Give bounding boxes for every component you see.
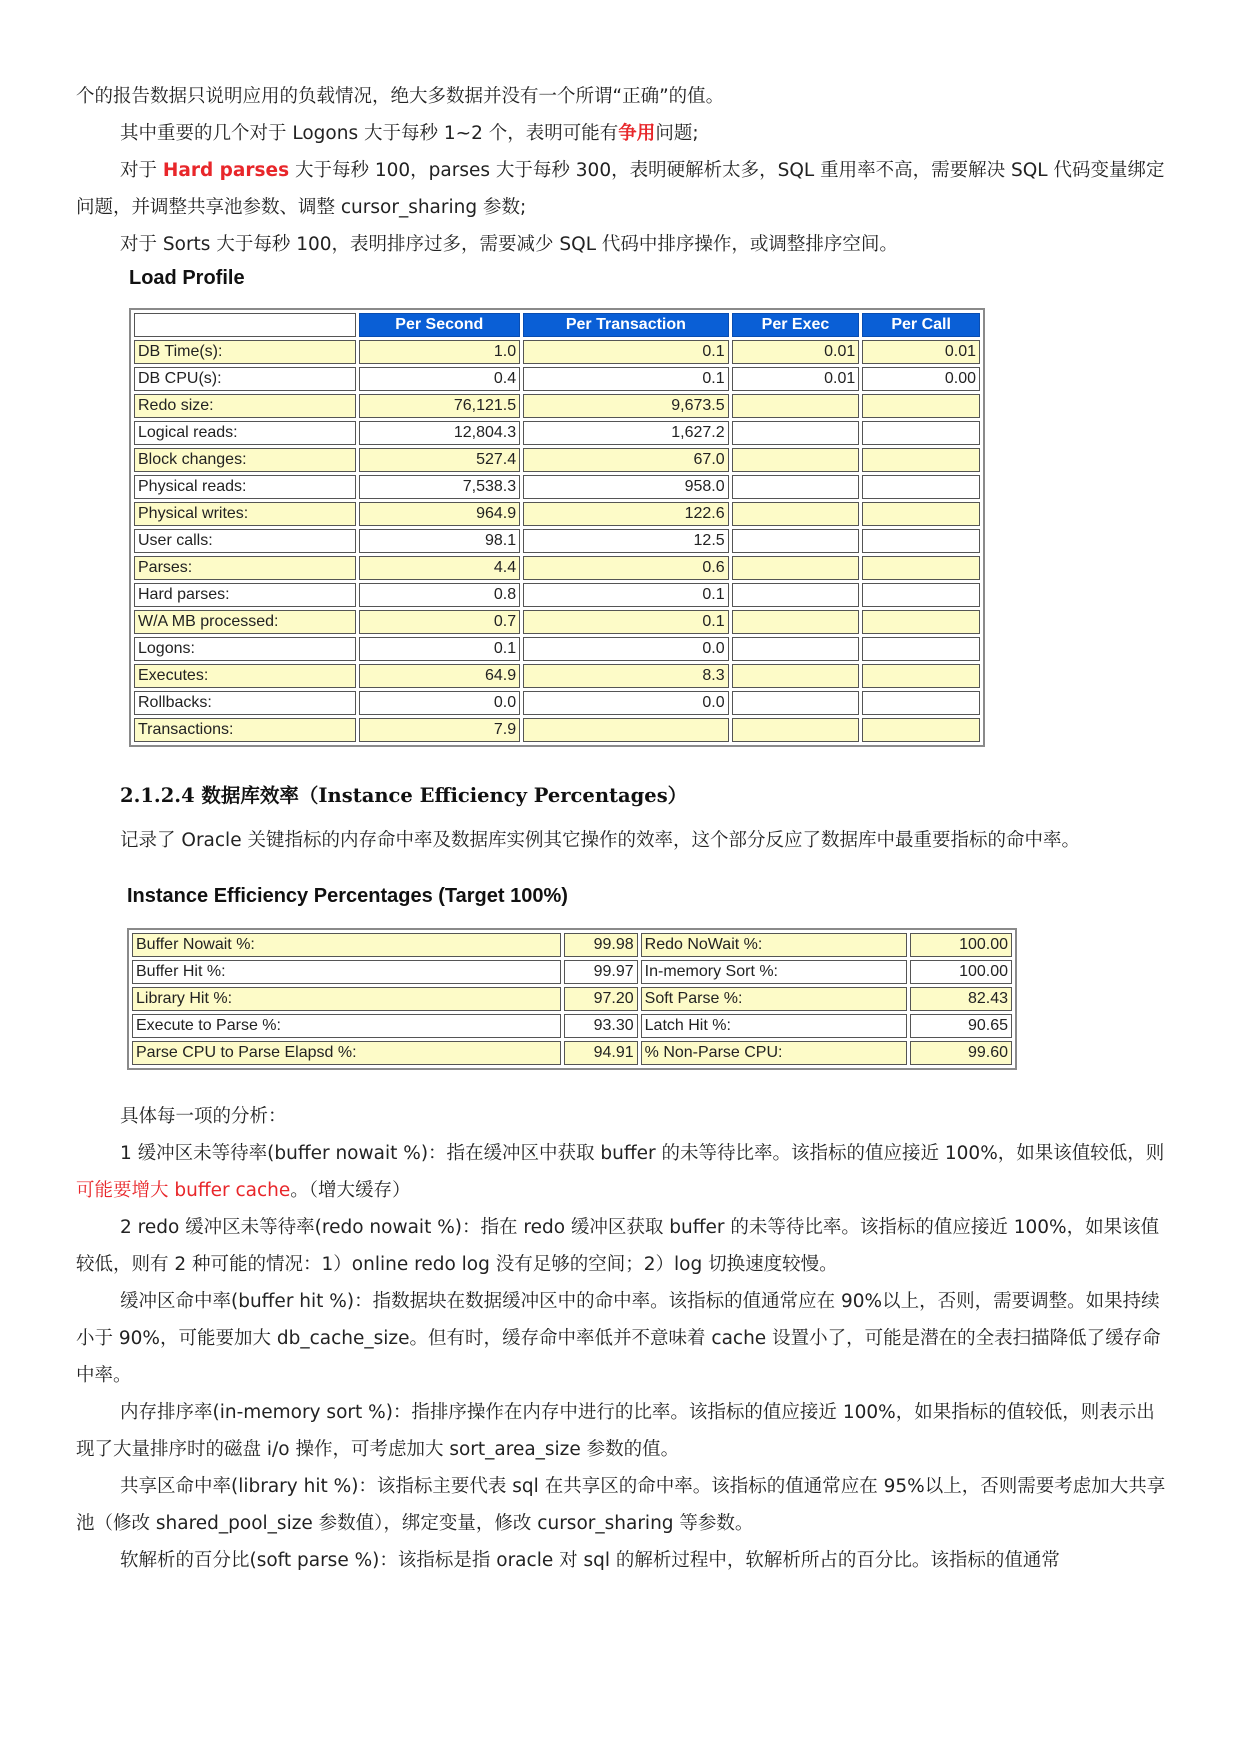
value-cell: 0.8	[359, 583, 521, 607]
table-row	[132, 1014, 1012, 1038]
table-row	[134, 502, 980, 526]
table-row	[134, 556, 980, 580]
intro-line-2	[76, 115, 1166, 152]
metric-value: 93.30	[564, 1014, 637, 1038]
metric-value: 100.00	[910, 933, 1012, 957]
row-label: Parses:	[134, 556, 356, 580]
row-label: Hard parses:	[134, 583, 356, 607]
table-header-row	[134, 313, 980, 337]
value-cell: 12.5	[523, 529, 729, 553]
table-row	[134, 448, 980, 472]
value-cell	[523, 718, 729, 742]
section-heading: 2.1.2.4 数据库效率（Instance Efficiency Percentages）	[120, 784, 688, 807]
row-label: Physical reads:	[134, 475, 356, 499]
metric-value: 90.65	[910, 1014, 1012, 1038]
row-label: W/A MB processed:	[134, 610, 356, 634]
value-cell	[732, 664, 860, 688]
value-cell	[862, 475, 980, 499]
value-cell	[862, 637, 980, 661]
value-cell	[862, 421, 980, 445]
value-cell: 7.9	[359, 718, 521, 742]
text-span: 对于	[120, 160, 163, 181]
value-cell	[862, 394, 980, 418]
intro-line-1: 个的报告数据只说明应用的负载情况，绝大多数据并没有一个所谓“正确”的值。	[76, 86, 725, 107]
intro-line-3	[76, 152, 1166, 226]
header-per-second: Per Second	[359, 313, 521, 337]
value-cell: 0.0	[523, 691, 729, 715]
table-row	[134, 637, 980, 661]
analysis-p3: 缓冲区命中率(buffer hit %)：指数据块在数据缓冲区中的命中率。该指标的值通常应在 90%以上，否则，需要调整。如果持续小于 90%，可能要加大 db_cache_size。但有时，缓存命中率低并不意味着 cache 设置小了，可能是潜在的全表扫描降低了缓存命中率。	[76, 1291, 1161, 1386]
load-profile-block	[129, 267, 1166, 747]
text-span: 其中重要的几个对于 Logons 大于每秒 1~2 个，表明可能有	[120, 123, 619, 144]
metric-label: In-memory Sort %:	[641, 960, 908, 984]
value-cell: 0.1	[523, 583, 729, 607]
metric-value: 99.98	[564, 933, 637, 957]
highlight-text: 可能要增大 buffer cache	[76, 1180, 291, 1201]
table-row	[132, 960, 1012, 984]
value-cell: 67.0	[523, 448, 729, 472]
value-cell	[862, 556, 980, 580]
metric-label: Buffer Nowait %:	[132, 933, 561, 957]
analysis-p1	[76, 1135, 1166, 1209]
header-per-transaction: Per Transaction	[523, 313, 729, 337]
metric-value: 99.60	[910, 1041, 1012, 1065]
efficiency-table	[127, 928, 1017, 1070]
table-row	[134, 529, 980, 553]
row-label: Logical reads:	[134, 421, 356, 445]
value-cell: 64.9	[359, 664, 521, 688]
value-cell: 0.01	[862, 340, 980, 364]
value-cell	[732, 448, 860, 472]
table-row	[134, 718, 980, 742]
value-cell	[732, 421, 860, 445]
value-cell: 4.4	[359, 556, 521, 580]
table-row	[134, 367, 980, 391]
metric-label: Soft Parse %:	[641, 987, 908, 1011]
value-cell	[732, 691, 860, 715]
value-cell: 964.9	[359, 502, 521, 526]
value-cell	[732, 556, 860, 580]
value-cell: 0.0	[523, 637, 729, 661]
highlight-text: Hard parses	[162, 160, 290, 181]
value-cell: 0.4	[359, 367, 521, 391]
row-label: Rollbacks:	[134, 691, 356, 715]
value-cell	[862, 664, 980, 688]
value-cell	[732, 529, 860, 553]
value-cell	[732, 610, 860, 634]
table-row	[132, 1041, 1012, 1065]
load-profile-table	[129, 308, 985, 747]
row-label: Executes:	[134, 664, 356, 688]
table-row	[134, 583, 980, 607]
value-cell	[862, 448, 980, 472]
value-cell	[862, 502, 980, 526]
value-cell	[862, 718, 980, 742]
metric-value: 82.43	[910, 987, 1012, 1011]
header-per-exec: Per Exec	[732, 313, 860, 337]
value-cell	[862, 610, 980, 634]
metric-label: Parse CPU to Parse Elapsd %:	[132, 1041, 561, 1065]
value-cell	[862, 691, 980, 715]
metric-value: 94.91	[564, 1041, 637, 1065]
value-cell: 7,538.3	[359, 475, 521, 499]
analysis-intro: 具体每一项的分析：	[120, 1106, 287, 1127]
value-cell	[732, 394, 860, 418]
metric-value: 99.97	[564, 960, 637, 984]
header-per-call: Per Call	[862, 313, 980, 337]
value-cell: 527.4	[359, 448, 521, 472]
table-row	[134, 664, 980, 688]
row-label: Redo size:	[134, 394, 356, 418]
table-row	[134, 340, 980, 364]
value-cell: 9,673.5	[523, 394, 729, 418]
text-span: 1 缓冲区未等待率(buffer nowait %)：指在缓冲区中获取 buffer 的未等待比率。该指标的值应接近 100%，如果该值较低，则	[120, 1143, 1165, 1164]
row-label: Physical writes:	[134, 502, 356, 526]
value-cell: 958.0	[523, 475, 729, 499]
table-row	[134, 421, 980, 445]
analysis-p2: 2 redo 缓冲区未等待率(redo nowait %)：指在 redo 缓冲区获取 buffer 的未等待比率。该指标的值应接近 100%，如果该值较低，则有 2 种可能的情况：1）online redo log 没有足够的空间；2）log 切换速度较慢。	[76, 1217, 1160, 1275]
value-cell	[732, 718, 860, 742]
table-row	[132, 987, 1012, 1011]
value-cell: 8.3	[523, 664, 729, 688]
row-label: Logons:	[134, 637, 356, 661]
value-cell: 0.1	[523, 340, 729, 364]
load-profile-title: Load Profile	[129, 267, 245, 289]
value-cell	[862, 583, 980, 607]
value-cell: 0.00	[862, 367, 980, 391]
section-description: 记录了 Oracle 关键指标的内存命中率及数据库实例其它操作的效率，这个部分反应了数据库中最重要指标的命中率。	[120, 830, 1080, 851]
value-cell	[732, 502, 860, 526]
row-label: Block changes:	[134, 448, 356, 472]
value-cell: 0.0	[359, 691, 521, 715]
value-cell: 0.6	[523, 556, 729, 580]
value-cell: 1,627.2	[523, 421, 729, 445]
metric-label: Execute to Parse %:	[132, 1014, 561, 1038]
highlight-text: 争用	[618, 123, 656, 144]
table-row	[134, 475, 980, 499]
value-cell	[732, 583, 860, 607]
document-page	[76, 78, 1166, 1579]
metric-value: 97.20	[564, 987, 637, 1011]
metric-label: Buffer Hit %:	[132, 960, 561, 984]
table-row	[134, 691, 980, 715]
value-cell: 76,121.5	[359, 394, 521, 418]
value-cell: 12,804.3	[359, 421, 521, 445]
efficiency-block	[127, 885, 1166, 1070]
metric-label: % Non-Parse CPU:	[641, 1041, 908, 1065]
analysis-p4: 内存排序率(in-memory sort %)：指排序操作在内存中进行的比率。该指标的值应接近 100%，如果指标的值较低，则表示出现了大量排序时的磁盘 i/o 操作，可考虑加大 sort_area_size 参数的值。	[76, 1402, 1155, 1460]
value-cell: 0.7	[359, 610, 521, 634]
metric-value: 100.00	[910, 960, 1012, 984]
row-label: DB CPU(s):	[134, 367, 356, 391]
value-cell: 0.1	[523, 610, 729, 634]
table-row	[134, 394, 980, 418]
value-cell	[862, 529, 980, 553]
table-row	[132, 933, 1012, 957]
value-cell: 1.0	[359, 340, 521, 364]
text-span: 问题;	[655, 123, 699, 144]
row-label: User calls:	[134, 529, 356, 553]
row-label: Transactions:	[134, 718, 356, 742]
value-cell: 0.1	[523, 367, 729, 391]
text-span: 。（增大缓存）	[290, 1180, 411, 1201]
text-span: 大于每秒 100，parses 大于每秒 300，表明硬解析太多，SQL 重用率不高，需要解决 SQL 代码变量绑定问题，并调整共享池参数、调整 cursor_sharing 参数;	[76, 160, 1165, 218]
analysis-p5: 共享区命中率(library hit %)：该指标主要代表 sql 在共享区的命中率。该指标的值通常应在 95%以上，否则需要考虑加大共享池（修改 shared_pool_size 参数值），绑定变量，修改 cursor_sharing 等参数。	[76, 1476, 1166, 1534]
value-cell: 0.01	[732, 367, 860, 391]
header-cell-blank	[134, 313, 356, 337]
value-cell: 122.6	[523, 502, 729, 526]
metric-label: Redo NoWait %:	[641, 933, 908, 957]
value-cell	[732, 637, 860, 661]
value-cell	[732, 475, 860, 499]
value-cell: 0.1	[359, 637, 521, 661]
table-row	[134, 610, 980, 634]
metric-label: Latch Hit %:	[641, 1014, 908, 1038]
efficiency-title: Instance Efficiency Percentages (Target 100%)	[127, 885, 568, 907]
row-label: DB Time(s):	[134, 340, 356, 364]
value-cell: 0.01	[732, 340, 860, 364]
analysis-p6: 软解析的百分比(soft parse %)：该指标是指 oracle 对 sql 的解析过程中，软解析所占的百分比。该指标的值通常	[120, 1550, 1060, 1571]
metric-label: Library Hit %:	[132, 987, 561, 1011]
value-cell: 98.1	[359, 529, 521, 553]
intro-line-4: 对于 Sorts 大于每秒 100，表明排序过多，需要减少 SQL 代码中排序操作，或调整排序空间。	[120, 234, 898, 255]
